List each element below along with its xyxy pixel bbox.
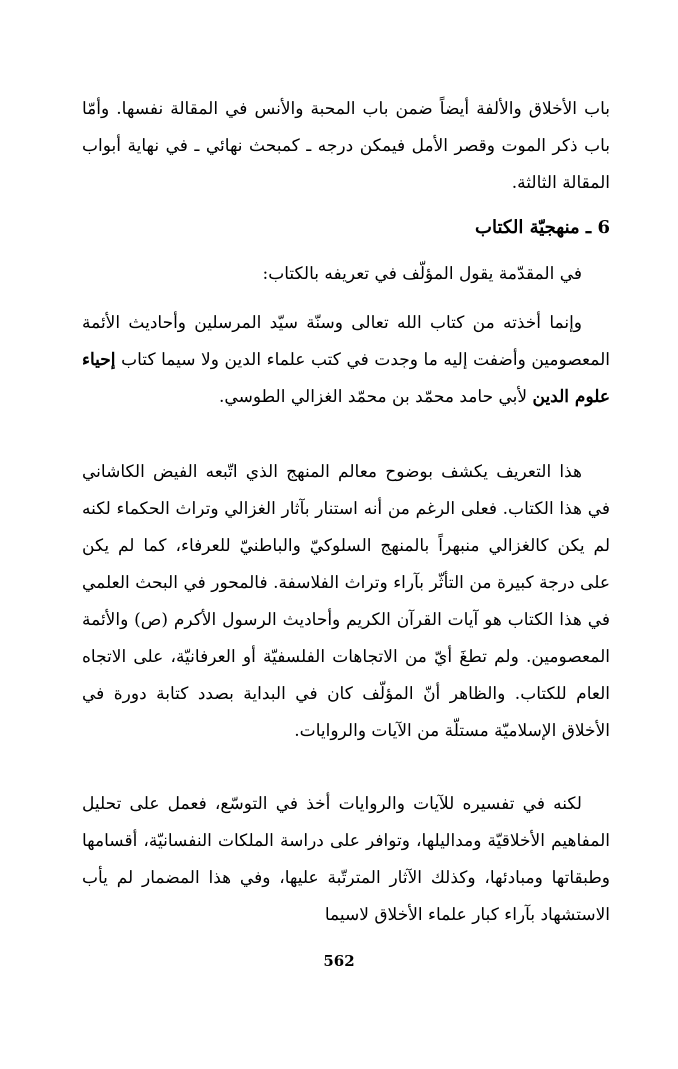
paragraph-continuation: باب الأخلاق والألفة أيضاً ضمن باب المحبة والأنس في المقالة نفسها. وأمّا باب ذكر الموت وقصر الأمل فيمكن درجه ـ كمبحث نهائي ـ في نهاية أبواب المقالة الثالثة. bbox=[82, 99, 610, 193]
expansion-paragraph: لكنه في تفسيره للآيات والروايات أخذ في التوسّع، فعمل على تحليل المفاهيم الأخلاقيّة ومداليلها، وتوافر على دراسة الملكات النفسانيّة، أقسامها وطبقاتها ومبادئها، وكذلك الآثار المترتّبة عليها، وفي هذا المضمار لم يأب الاستشهاد بآراء كبار علماء الأخلاق لاسيما bbox=[82, 794, 610, 925]
page-number: 562 bbox=[323, 952, 355, 970]
book-title: إحياء علوم الدين bbox=[82, 350, 610, 407]
section-heading: 6 ـ منهجيّة الكتاب bbox=[475, 217, 610, 238]
intro-line: في المقدّمة يقول المؤلّف في تعريفه بالكتاب: bbox=[262, 264, 582, 284]
quote-text-after-title: لأبي حامد محمّد بن محمّد الغزالي الطوسي. bbox=[219, 387, 528, 407]
quoted-passage bbox=[82, 305, 610, 416]
methodology-paragraph: هذا التعريف يكشف بوضوح معالم المنهج الذي اتّبعه الفيض الكاشاني في هذا الكتاب. فعلى الرغم من أنه استنار بآثار الغزالي وتراث الحكماء لكنه لم يكن كالغزالي منبهراً بالمنهج السلوكيّ والباطنيّ للعرفاء، كما لم يكن على درجة كبيرة من التأثّر بآراء وتراث الفلاسفة. فالمحور في البحث العلمي في هذا الكتاب هو آيات القرآن الكريم وأحاديث الرسول الأكرم (ص) والأئمة المعصومين. ولم تطغَ أيّ من الاتجاهات الفلسفيّة أو العرفانيّة، على الاتجاه العام للكتاب. والظاهر أنّ المؤلّف كان في البداية بصدد كتابة دورة في الأخلاق الإسلاميّة مستلّة من الآيات والروايات. bbox=[82, 462, 610, 741]
quote-text-before-title: وإنما أخذته من كتاب الله تعالى وسنّة سيّد المرسلين وأحاديث الأئمة المعصومين وأضفت إليه ما وجدت في كتب علماء الدين ولا سيما كتاب bbox=[82, 313, 610, 370]
